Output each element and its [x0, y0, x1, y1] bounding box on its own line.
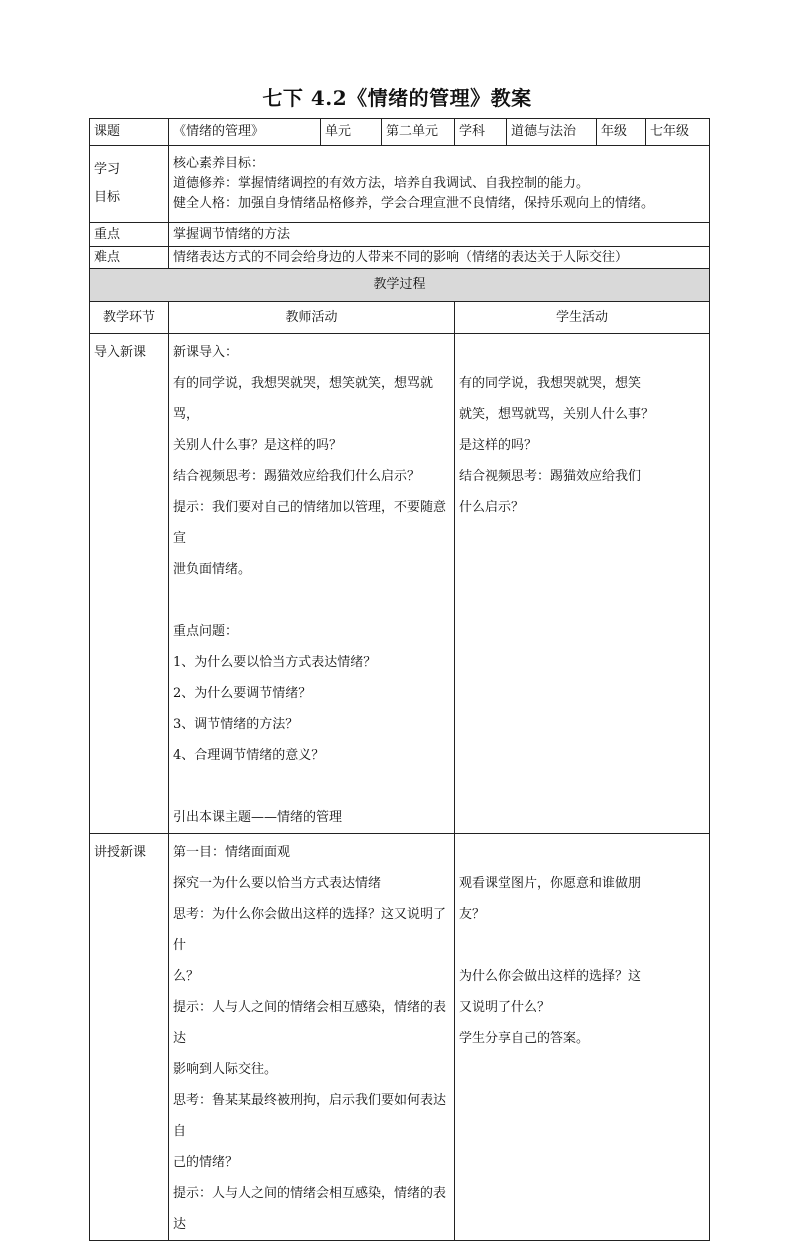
stage-label: 讲授新课: [94, 845, 147, 860]
student-line: 观看课堂图片，你愿意和谁做朋: [459, 876, 642, 891]
process-header-row: [90, 269, 710, 302]
difficulty-value: 情绪表达方式的不同会给身边的人带来不同的影响（情绪的表达关于人际交往）: [169, 247, 710, 269]
key-point-label: 重点: [90, 223, 169, 247]
difficulty-row: [90, 247, 710, 269]
key-point-value: 掌握调节情绪的方法: [169, 223, 710, 247]
objective-line: 道德修养：掌握情绪调控的有效方法，培养自我调试、自我控制的能力。: [173, 176, 590, 191]
column-header-row: [90, 302, 710, 334]
document-title: 七下 4.2《情绪的管理》教案: [262, 86, 532, 110]
teacher-line: [173, 585, 450, 616]
teacher-line: 关别人什么事？是这样的吗？: [173, 438, 343, 453]
teacher-line: 1、为什么要以恰当方式表达情绪？: [173, 655, 377, 670]
lesson-plan-table: [89, 118, 710, 1241]
student-line: [459, 930, 705, 961]
teacher-line: 3、调节情绪的方法？: [173, 717, 299, 732]
teacher-line: 第一目：情绪面面观: [173, 845, 291, 860]
student-line: 结合视频思考：踢猫效应给我们: [459, 469, 642, 484]
teacher-line: 泄负面情绪。: [173, 562, 252, 577]
subject-label: 学科: [455, 119, 507, 146]
teacher-line: 新课导入：: [173, 345, 239, 360]
objectives-row: [90, 146, 710, 223]
teacher-line: 2、为什么要调节情绪？: [173, 686, 312, 701]
stage-cell: [90, 834, 169, 1241]
objectives-label-line-1: 学习: [94, 162, 121, 177]
teacher-line: 引出本课主题——情绪的管理: [173, 810, 343, 825]
teacher-line: 有的同学说，我想哭就哭，想笑就笑，想骂就骂，: [173, 376, 434, 422]
student-line: 友？: [459, 907, 486, 922]
teacher-line: 提示：我们要对自己的情绪加以管理，不要随意宣: [173, 500, 447, 546]
student-line: 为什么你会做出这样的选择？这: [459, 969, 642, 984]
teacher-line: [173, 771, 450, 802]
unit-value: 第二单元: [382, 119, 455, 146]
grade-label: 年级: [597, 119, 646, 146]
teacher-line: 么？: [173, 969, 200, 984]
student-line: 又说明了什么？: [459, 1000, 551, 1015]
student-line: 学生分享自己的答案。: [459, 1031, 590, 1046]
student-line: 就笑，想骂就骂，关别人什么事？: [459, 407, 655, 422]
header-row: [90, 119, 710, 146]
section-row-intro: [90, 334, 710, 834]
teacher-activity-cell: [169, 834, 455, 1241]
teacher-line: 思考：为什么你会做出这样的选择？这又说明了什: [173, 907, 447, 953]
section-row-new-lesson: [90, 834, 710, 1241]
student-line: [459, 837, 705, 868]
student-activity-cell: [455, 834, 710, 1241]
column-header-teacher: 教师活动: [169, 302, 455, 334]
student-line: [459, 337, 705, 368]
teacher-line: 探究一为什么要以恰当方式表达情绪: [173, 876, 382, 891]
teacher-activity-cell: [169, 334, 455, 834]
key-point-row: [90, 223, 710, 247]
teacher-line: 己的情绪？: [173, 1155, 239, 1170]
teacher-line: 结合视频思考：踢猫效应给我们什么启示？: [173, 469, 421, 484]
column-header-stage: 教学环节: [90, 302, 169, 334]
column-header-student: 学生活动: [455, 302, 710, 334]
objectives-content: [169, 146, 710, 223]
student-activity-cell: [455, 334, 710, 834]
stage-cell: [90, 334, 169, 834]
teacher-line: 思考：鲁某某最终被刑拘，启示我们要如何表达自: [173, 1093, 447, 1139]
unit-label: 单元: [321, 119, 382, 146]
teacher-line: 4、合理调节情绪的意义？: [173, 748, 325, 763]
stage-label: 导入新课: [94, 345, 147, 360]
difficulty-label: 难点: [90, 247, 169, 269]
student-line: 是这样的吗？: [459, 438, 538, 453]
student-line: 有的同学说，我想哭就哭，想笑: [459, 376, 642, 391]
grade-value: 七年级: [646, 119, 710, 146]
objectives-label: [90, 146, 169, 223]
objective-line: 核心素养目标：: [173, 156, 265, 171]
teacher-line: 提示：人与人之间的情绪会相互感染，情绪的表达: [173, 1000, 447, 1046]
teacher-line: 重点问题：: [173, 624, 239, 639]
teacher-line: 提示：人与人之间的情绪会相互感染，情绪的表达: [173, 1186, 447, 1232]
student-line: 什么启示？: [459, 500, 525, 515]
objective-line: 健全人格：加强自身情绪品格修养，学会合理宣泄不良情绪，保持乐观向上的情绪。: [173, 196, 655, 211]
course-label: 课题: [90, 119, 169, 146]
teacher-line: 影响到人际交往。: [173, 1062, 278, 1077]
subject-value: 道德与法治: [507, 119, 597, 146]
course-value: 《情绪的管理》: [169, 119, 321, 146]
process-header: 教学过程: [90, 269, 710, 302]
objectives-label-line-2: 目标: [94, 190, 121, 205]
